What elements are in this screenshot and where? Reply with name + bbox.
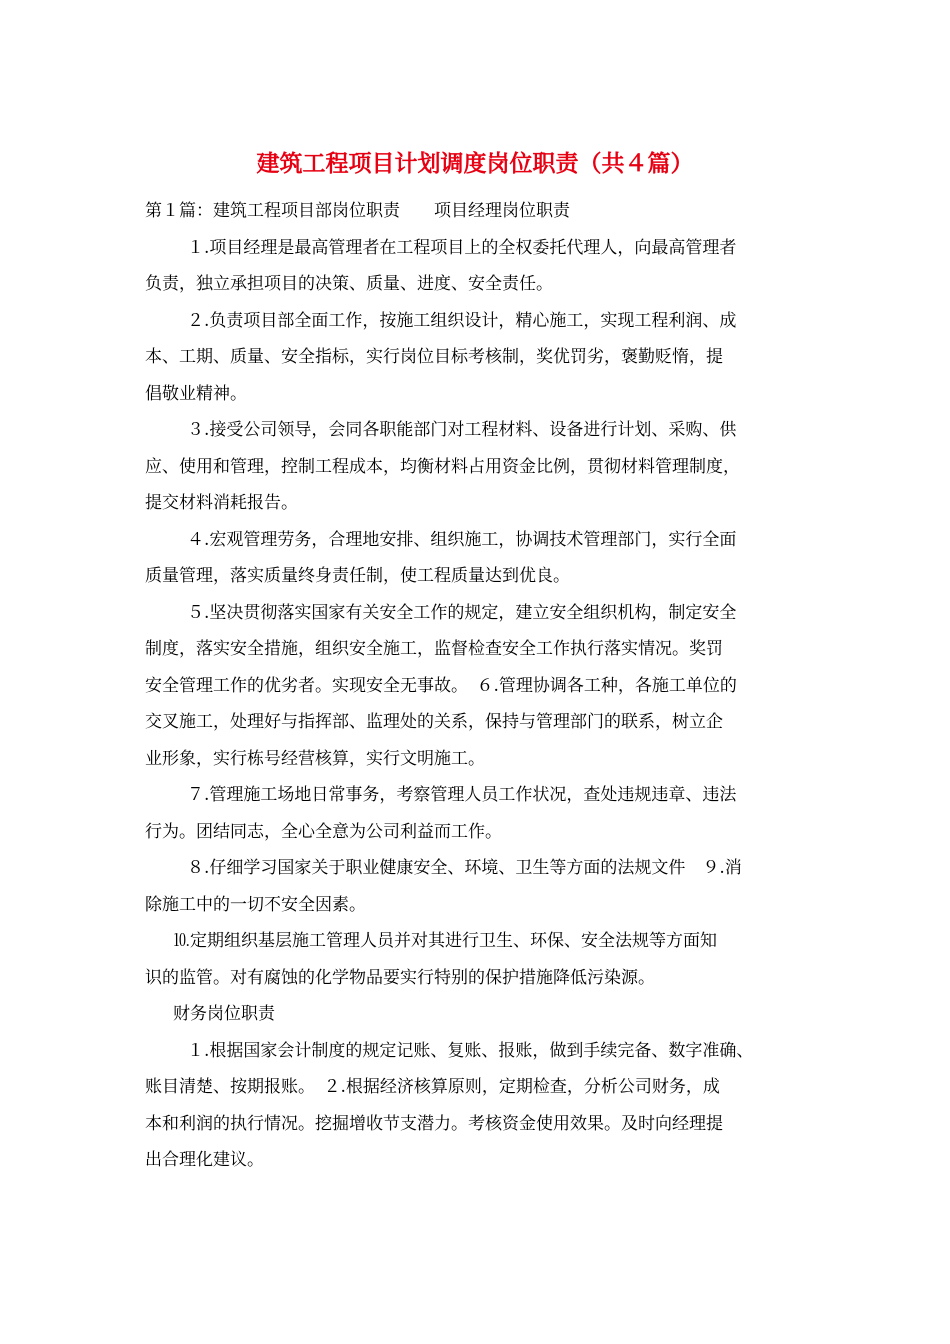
body-line: ２.负责项目部全面工作，按施工组织设计，精心施工，实现工程利润、成 (187, 310, 737, 331)
body-line: 本和利润的执行情况。挖掘增收节支潜力。考核资金使用效果。及时向经理提 (145, 1113, 723, 1134)
body-line: 倡敬业精神。 (145, 383, 247, 404)
document-title: 建筑工程项目计划调度岗位职责（共４篇） (256, 150, 694, 177)
body-line: 业形象，实行栋号经营核算，实行文明施工。 (145, 748, 485, 769)
body-line: 识的监管。对有腐蚀的化学物品要实行特别的保护措施降低污染源。 (145, 967, 655, 988)
body-line: ５.坚决贯彻落实国家有关安全工作的规定，建立安全组织机构，制定安全 (187, 602, 737, 623)
body-line: 本、工期、质量、安全指标，实行岗位目标考核制，奖优罚劣，褒勤贬惰，提 (145, 347, 723, 367)
body-line: １.项目经理是最高管理者在工程项目上的全权委托代理人，向最高管理者 (187, 237, 737, 258)
body-line: 财务岗位职责 (173, 1004, 275, 1024)
body-line: ３.接受公司领导，会同各职能部门对工程材料、设备进行计划、采购、供 (187, 420, 737, 440)
body-line: ４.宏观管理劳务，合理地安排、组织施工，协调技术管理部门，实行全面 (187, 529, 737, 550)
body-line: 出合理化建议。 (145, 1150, 264, 1170)
body-line: １.根据国家会计制度的规定记账、复账、报账，做到手续完备、数字准确、 (187, 1040, 754, 1061)
body-line: 负责，独立承担项目的决策、质量、进度、安全责任。 (145, 274, 553, 294)
body-line: ７.管理施工场地日常事务，考察管理人员工作状况，查处违规违章、违法 (187, 785, 737, 805)
document-body (145, 193, 813, 1179)
body-line: 制度，落实安全措施，组织安全施工，监督检查安全工作执行落实情况。奖罚 (145, 639, 723, 659)
body-line: 质量管理，落实质量终身责任制，使工程质量达到优良。 (145, 566, 570, 586)
body-line: ⒑定期组织基层施工管理人员并对其进行卫生、环保、安全法规等方面知 (173, 931, 717, 951)
body-line: ８.仔细学习国家关于职业健康安全、环境、卫生等方面的法规文件 ９.消 (187, 858, 742, 878)
body-line: 账目清楚、按期报账。 ２.根据经济核算原则，定期检查，分析公司财务，成 (145, 1077, 720, 1097)
body-line: 交叉施工，处理好与指挥部、监理处的关系，保持与管理部门的联系，树立企 (145, 712, 723, 732)
body-line: 行为。团结同志，全心全意为公司利益而工作。 (145, 821, 502, 842)
body-line: 除施工中的一切不安全因素。 (145, 894, 366, 915)
body-line: 安全管理工作的优劣者。实现安全无事故。 ６.管理协调各工种，各施工单位的 (145, 675, 737, 696)
body-line: 第１篇：建筑工程项目部岗位职责 项目经理岗位职责 (145, 201, 570, 221)
body-line: 应、使用和管理，控制工程成本，均衡材料占用资金比例，贯彻材料管理制度， (145, 456, 740, 477)
body-line: 提交材料消耗报告。 (145, 493, 298, 513)
